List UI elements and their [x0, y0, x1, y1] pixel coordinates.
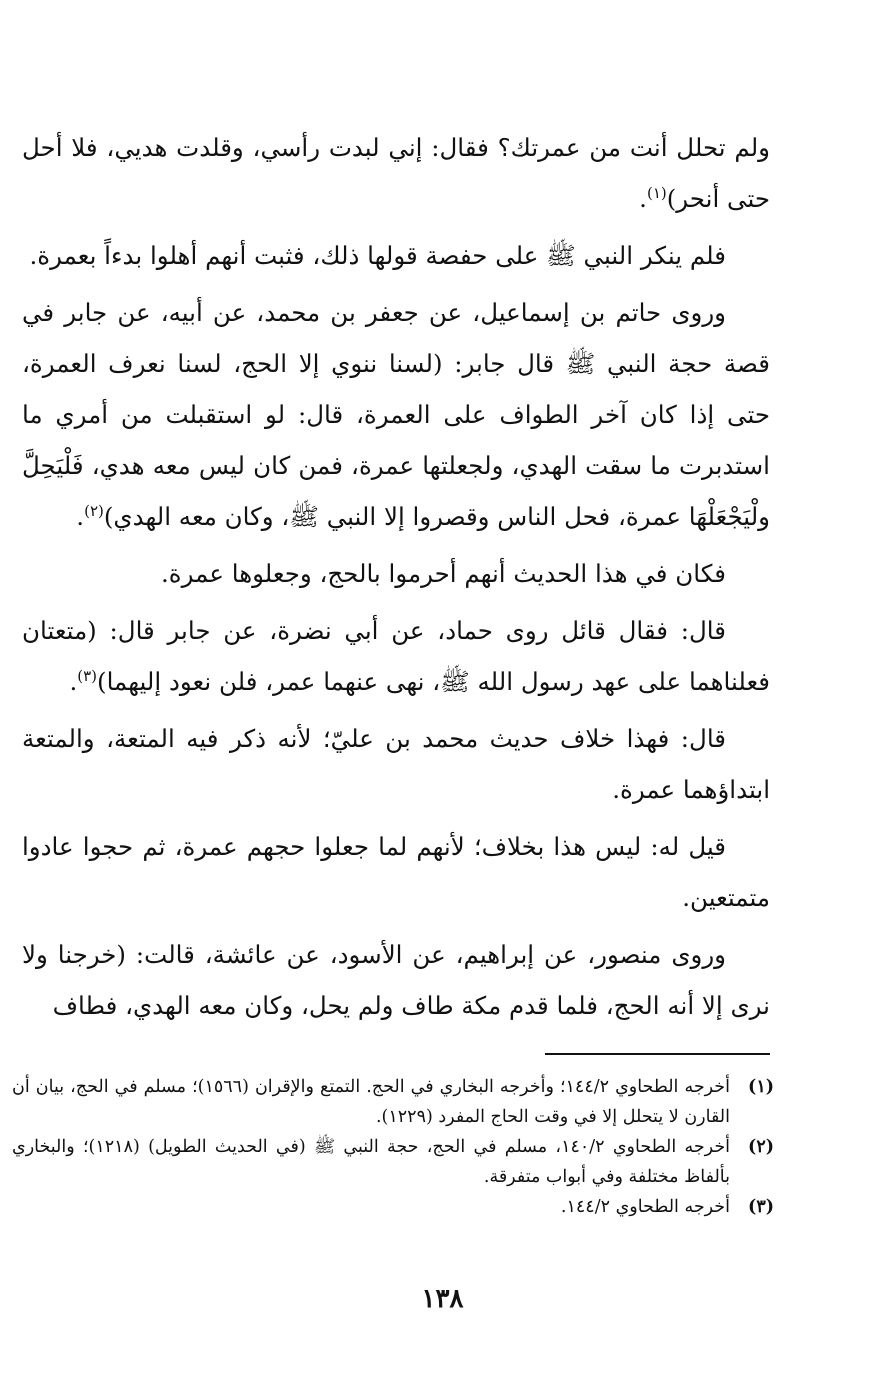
page-number: ١٣٨ — [421, 1284, 464, 1314]
paragraph: قيل له: ليس هذا بخلاف؛ لأنهم لما جعلوا حجهم عمرة، ثم حجوا عادوا متمتعين. — [22, 832, 770, 912]
footnote — [12, 1072, 774, 1132]
footnote — [12, 1132, 774, 1192]
footnote-number: (٢) — [748, 1137, 774, 1157]
footnote-separator — [545, 1053, 770, 1055]
footnote-ref: (٢) — [84, 501, 104, 520]
footnote-number: (٣) — [748, 1197, 774, 1217]
footnotes — [12, 1072, 774, 1222]
paragraph: ولم تحلل أنت من عمرتك؟ فقال: إني لبدت رأسي، وقلدت هديي، فلا أحل حتى أنحر)$^{(١)}$. — [22, 133, 770, 213]
paragraph: فلم ينكر النبي ﷺ على حفصة قولها ذلك، فثبت أنهم أهلوا بدءاً بعمرة. — [29, 241, 726, 270]
paragraph: فكان في هذا الحديث أنهم أحرموا بالحج، وجعلوها عمرة. — [161, 559, 726, 588]
footnote — [12, 1192, 774, 1222]
paragraph: قال: فقال قائل روى حماد، عن أبي نضرة، عن جابر قال: (متعتان فعلناهما على عهد رسول الله ﷺ، نهى عنهما عمر، فلن نعود إليهما)$^{(٣)}$. — [22, 616, 770, 696]
main-text — [22, 122, 770, 1037]
footnote-number: (١) — [748, 1077, 774, 1097]
paragraph: وروى حاتم بن إسماعيل، عن جعفر بن محمد، عن أبيه، عن جابر في قصة حجة النبي ﷺ قال جابر: (لسنا ننوي إلا الحج، لسنا نعرف العمرة، حتى إذا كان آخر الطواف على العمرة، قال: لو استقبلت من أمري ما استدبرت ما سقت الهدي، ولجعلتها عمرة، فمن كان ليس معه هدي، فَلْيَحِلَّ ولْيَجْعَلْهَا عمرة، فحل الناس وقصروا إلا النبي ﷺ، وكان معه الهدي)$^{(٢)}$. — [22, 298, 770, 531]
paragraph: قال: فهذا خلاف حديث محمد بن عليّ؛ لأنه ذكر فيه المتعة، والمتعة ابتداؤهما عمرة. — [22, 724, 770, 804]
footnote-ref: (٣) — [77, 666, 98, 685]
footnote-text: أخرجه الطحاوي ١٤٤/٢؛ وأخرجه البخاري في الحج. التمتع والإقران (١٥٦٦)؛ مسلم في الحج، بيان أن القارن لا يتحلل إلا في وقت الحاج المفرد (١٢٢٩). — [12, 1077, 730, 1127]
footnote-text: أخرجه الطحاوي ١٤٤/٢. — [560, 1197, 730, 1217]
paragraph: وروى منصور، عن إبراهيم، عن الأسود، عن عائشة، قالت: (خرجنا ولا نرى إلا أنه الحج، فلما قدم مكة طاف ولم يحل، وكان معه الهدي، فطاف — [22, 940, 770, 1020]
footnote-ref: (١) — [646, 183, 667, 202]
footnote-text: أخرجه الطحاوي ١٤٠/٢، مسلم في الحج، حجة النبي ﷺ (في الحديث الطويل) (١٢١٨)؛ والبخاري بألفاظ مختلفة وفي أبواب متفرقة. — [12, 1137, 730, 1187]
